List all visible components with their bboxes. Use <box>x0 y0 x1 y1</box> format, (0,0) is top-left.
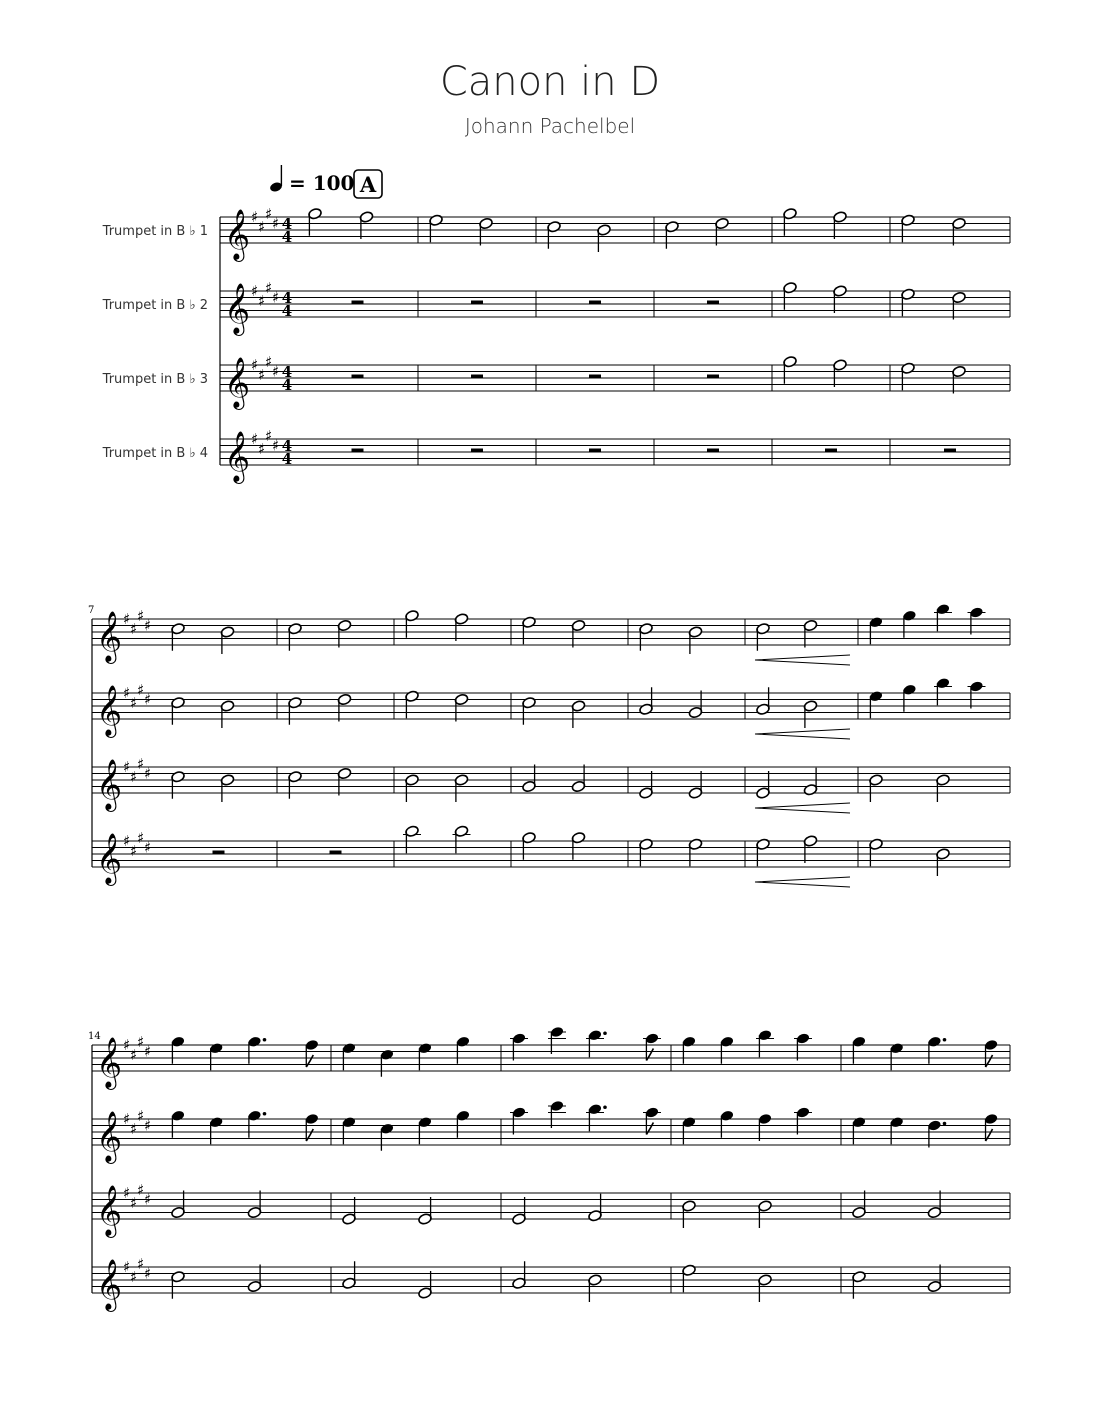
sharp-icon: ♯ <box>123 1110 131 1128</box>
instrument-label: Trumpet in B ♭ 2 <box>102 298 208 313</box>
treble-clef-icon: 𝄞 <box>224 357 251 408</box>
whole-rest <box>589 449 601 453</box>
whole-rest <box>471 375 483 379</box>
time-signature-top: 4 <box>281 437 293 455</box>
time-signature-bottom: 4 <box>281 450 293 468</box>
sharp-icon: ♯ <box>144 1042 152 1061</box>
sharp-icon: ♯ <box>144 764 152 783</box>
time-signature-top: 4 <box>281 289 293 307</box>
instrument-label: Trumpet in B ♭ 1 <box>102 224 208 239</box>
whole-rest <box>352 449 364 453</box>
sharp-icon: ♯ <box>130 1045 138 1064</box>
sharp-icon: ♯ <box>130 841 138 860</box>
sharp-icon: ♯ <box>123 1258 131 1276</box>
treble-clef-icon: 𝄞 <box>224 431 251 482</box>
time-signature-top: 4 <box>281 363 293 381</box>
sharp-icon: ♯ <box>137 1032 145 1051</box>
whole-rest <box>352 375 364 379</box>
instrument-label: Trumpet in B ♭ 3 <box>102 372 208 387</box>
score-title: Canon in D <box>439 59 661 105</box>
whole-rest <box>330 851 342 855</box>
flag <box>986 1055 993 1067</box>
treble-clef-icon: 𝄞 <box>224 283 251 334</box>
treble-clef-icon: 𝄞 <box>96 1185 123 1236</box>
sharp-icon: ♯ <box>251 208 259 226</box>
sharp-icon: ♯ <box>130 1267 138 1286</box>
whole-rest <box>471 449 483 453</box>
sharp-icon: ♯ <box>265 352 273 371</box>
time-signature-bottom: 4 <box>281 228 293 246</box>
sharp-icon: ♯ <box>130 1119 138 1138</box>
sharp-icon: ♯ <box>144 690 152 709</box>
dot <box>263 1038 267 1042</box>
sharp-icon: ♯ <box>123 1036 131 1054</box>
sharp-icon: ♯ <box>137 828 145 847</box>
sharp-icon: ♯ <box>258 365 266 384</box>
crescendo-hairpin <box>755 877 850 887</box>
whole-rest <box>944 449 956 453</box>
sharp-icon: ♯ <box>137 1254 145 1273</box>
flag <box>646 1123 653 1135</box>
treble-clef-icon: 𝄞 <box>96 685 123 736</box>
composer-name: Johann Pachelbel <box>464 114 636 138</box>
crescendo-hairpin <box>755 803 850 813</box>
treble-clef-icon: 𝄞 <box>96 833 123 884</box>
sharp-icon: ♯ <box>137 680 145 699</box>
sharp-icon: ♯ <box>251 282 259 300</box>
sharp-icon: ♯ <box>272 362 280 381</box>
whole-rest <box>707 449 719 453</box>
sharp-icon: ♯ <box>258 291 266 310</box>
instrument-label: Trumpet in B ♭ 4 <box>102 446 208 461</box>
sharp-icon: ♯ <box>144 1264 152 1283</box>
sharp-icon: ♯ <box>265 204 273 223</box>
whole-rest <box>707 375 719 379</box>
treble-clef-icon: 𝄞 <box>96 1037 123 1088</box>
tempo-value: = 100 <box>289 171 355 195</box>
sharp-icon: ♯ <box>123 758 131 776</box>
dot <box>943 1038 947 1042</box>
sharp-icon: ♯ <box>258 439 266 458</box>
dot <box>603 1105 607 1109</box>
measure-number: 14 <box>88 1031 101 1042</box>
dot <box>603 1031 607 1035</box>
sharp-icon: ♯ <box>265 426 273 445</box>
sharp-icon: ♯ <box>137 1106 145 1125</box>
crescendo-hairpin <box>755 655 850 665</box>
whole-rest <box>589 375 601 379</box>
whole-rest <box>471 301 483 305</box>
whole-rest <box>825 449 837 453</box>
sharp-icon: ♯ <box>258 217 266 236</box>
rehearsal-mark: A <box>359 172 377 197</box>
treble-clef-icon: 𝄞 <box>96 1111 123 1162</box>
flag <box>646 1049 653 1061</box>
sharp-icon: ♯ <box>272 214 280 233</box>
sharp-icon: ♯ <box>251 430 259 448</box>
sharp-icon: ♯ <box>251 356 259 374</box>
sharp-icon: ♯ <box>137 606 145 625</box>
whole-rest <box>352 301 364 305</box>
sharp-icon: ♯ <box>130 1193 138 1212</box>
dot <box>263 1112 267 1116</box>
treble-clef-icon: 𝄞 <box>96 759 123 810</box>
sharp-icon: ♯ <box>123 610 131 628</box>
time-signature-bottom: 4 <box>281 376 293 394</box>
sharp-icon: ♯ <box>130 693 138 712</box>
tempo-marking <box>269 165 382 198</box>
whole-rest <box>213 851 225 855</box>
sharp-icon: ♯ <box>265 278 273 297</box>
sharp-icon: ♯ <box>272 436 280 455</box>
sharp-icon: ♯ <box>137 1180 145 1199</box>
sharp-icon: ♯ <box>144 1116 152 1135</box>
crescendo-hairpin <box>755 729 850 739</box>
measure-number: 7 <box>88 605 95 616</box>
flag <box>306 1055 313 1067</box>
sharp-icon: ♯ <box>130 619 138 638</box>
flag <box>306 1129 313 1141</box>
sharp-icon: ♯ <box>144 1190 152 1209</box>
time-signature-bottom: 4 <box>281 302 293 320</box>
sharp-icon: ♯ <box>144 838 152 857</box>
notation <box>88 205 1010 1312</box>
flag <box>986 1129 993 1141</box>
sharp-icon: ♯ <box>137 754 145 773</box>
treble-clef-icon: 𝄞 <box>96 611 123 662</box>
treble-clef-icon: 𝄞 <box>224 209 251 260</box>
sharp-icon: ♯ <box>123 832 131 850</box>
sharp-icon: ♯ <box>144 616 152 635</box>
instrument-labels <box>102 224 208 461</box>
whole-rest <box>707 301 719 305</box>
time-signature-top: 4 <box>281 215 293 233</box>
sharp-icon: ♯ <box>130 767 138 786</box>
sharp-icon: ♯ <box>272 288 280 307</box>
treble-clef-icon: 𝄞 <box>96 1259 123 1310</box>
dot <box>943 1122 947 1126</box>
sharp-icon: ♯ <box>123 1184 131 1202</box>
sharp-icon: ♯ <box>123 684 131 702</box>
whole-rest <box>589 301 601 305</box>
